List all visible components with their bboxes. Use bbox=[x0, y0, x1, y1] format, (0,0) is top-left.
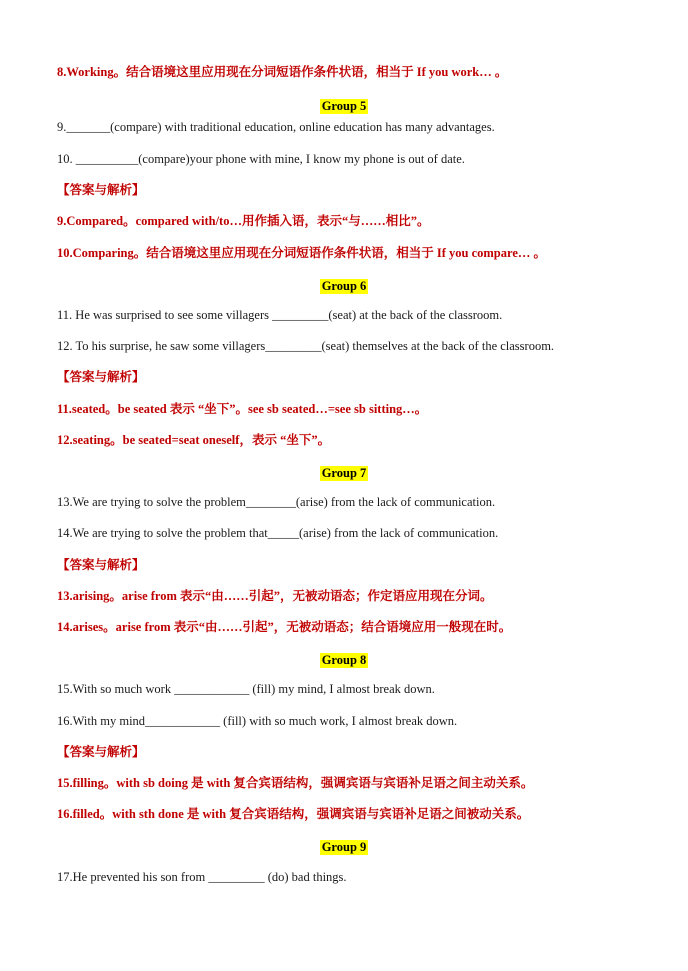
group-7-heading: Group 7 bbox=[321, 466, 367, 480]
answer-label-group-8: 【答案与解析】 bbox=[57, 745, 145, 759]
question-14: 14.We are trying to solve the problem that_____(arise) from the lack of communication. bbox=[57, 526, 499, 540]
answer-10: 10.Comparing。结合语境这里应用现在分词短语作条件状语，相当于 If you compare… 。 bbox=[57, 246, 547, 260]
question-12: 12. To his surprise, he saw some villagers_________(seat) themselves at the back of the classroom. bbox=[57, 339, 555, 353]
group-6-heading: Group 6 bbox=[321, 279, 367, 293]
question-15: 15.With so much work ____________ (fill) my mind, I almost break down. bbox=[57, 682, 435, 696]
group-9-heading-wrap bbox=[0, 838, 688, 856]
group-6-heading-wrap bbox=[0, 277, 688, 295]
answer-15: 15.filling。with sb doing 是 with 复合宾语结构，强调宾语与宾语补足语之间主动关系。 bbox=[57, 776, 534, 790]
question-9: 9._______(compare) with traditional education, online education has many advantages. bbox=[57, 120, 495, 134]
group-8-heading-wrap bbox=[0, 651, 688, 669]
answer-8: 8.Working。结合语境这里应用现在分词短语作条件状语，相当于 If you work… 。 bbox=[57, 65, 508, 79]
answer-12: 12.seating。be seated=seat oneself，表示 “坐下”。 bbox=[57, 433, 331, 447]
question-17: 17.He prevented his son from _________ (do) bad things. bbox=[57, 870, 347, 884]
answer-11: 11.seated。be seated 表示 “坐下”。see sb seated…=see sb sitting…。 bbox=[57, 402, 428, 416]
answer-14: 14.arises。arise from 表示“由……引起”，无被动语态；结合语境应用一般现在时。 bbox=[57, 620, 512, 634]
answer-label-group-5: 【答案与解析】 bbox=[57, 183, 145, 197]
group-9-heading: Group 9 bbox=[321, 840, 367, 854]
answer-16: 16.filled。with sth done 是 with 复合宾语结构，强调宾语与宾语补足语之间被动关系。 bbox=[57, 807, 530, 821]
answer-label-group-6: 【答案与解析】 bbox=[57, 370, 145, 384]
question-10: 10. __________(compare)your phone with mine, I know my phone is out of date. bbox=[57, 152, 465, 166]
question-13: 13.We are trying to solve the problem________(arise) from the lack of communication. bbox=[57, 495, 496, 509]
group-5-heading-wrap bbox=[0, 97, 688, 115]
group-8-heading: Group 8 bbox=[321, 653, 367, 667]
answer-9: 9.Compared。compared with/to…用作插入语，表示“与……相比”。 bbox=[57, 214, 430, 228]
group-5-heading: Group 5 bbox=[321, 99, 367, 113]
answer-label-group-7: 【答案与解析】 bbox=[57, 558, 145, 572]
question-11: 11. He was surprised to see some villagers _________(seat) at the back of the classroom. bbox=[57, 308, 503, 322]
group-7-heading-wrap bbox=[0, 464, 688, 482]
question-16: 16.With my mind____________ (fill) with so much work, I almost break down. bbox=[57, 714, 458, 728]
answer-13: 13.arising。arise from 表示“由……引起”，无被动语态；作定语应用现在分词。 bbox=[57, 589, 493, 603]
